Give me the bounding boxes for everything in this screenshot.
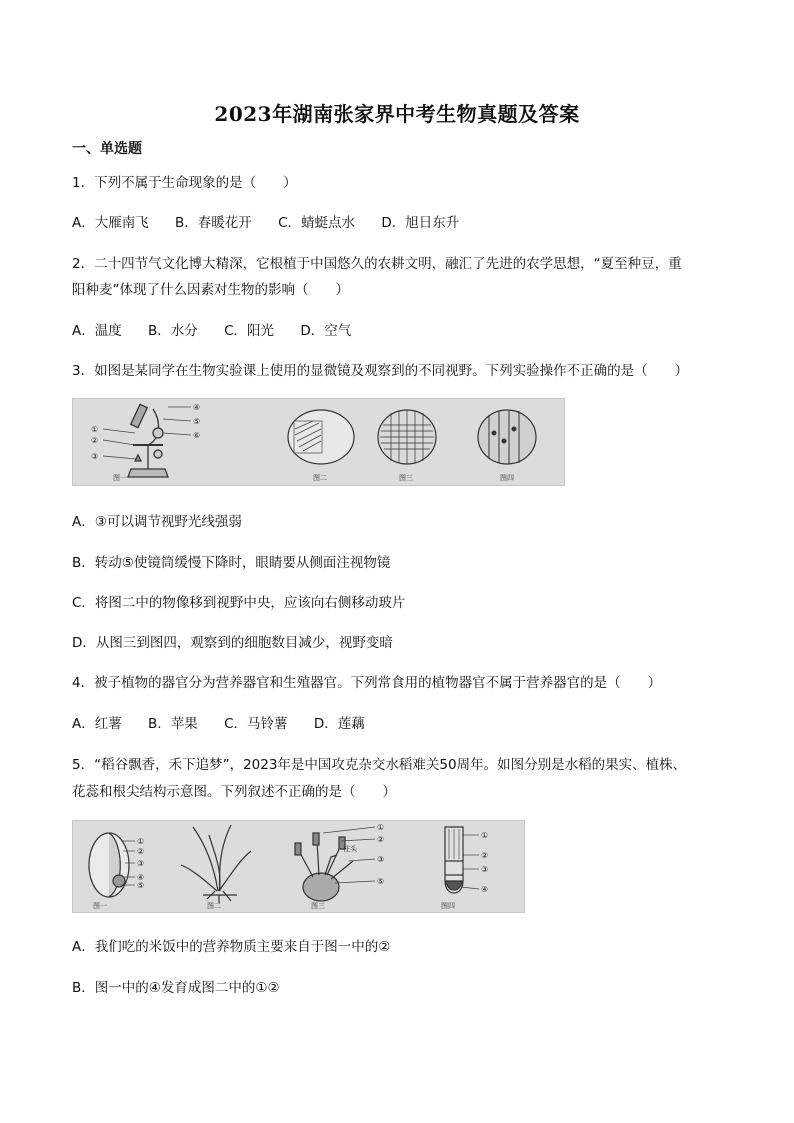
question-4-options — [72, 712, 387, 732]
q2-option-c[interactable]: C．阳光 — [224, 323, 275, 339]
q2-option-a[interactable]: A．温度 — [72, 323, 122, 339]
question-4-stem: 4．被子植物的器官分为营养器官和生殖器官。下列常食用的植物器官不属于营养器官的是（ ） — [72, 675, 662, 691]
root-tip-drawing — [445, 827, 463, 893]
q3-option-a[interactable]: A．③可以调节视野光线强弱 — [72, 514, 242, 530]
rice-figure-svg — [73, 821, 524, 912]
view-3-drawing — [378, 410, 436, 464]
q4-option-c[interactable]: C．马铃薯 — [224, 716, 288, 732]
mic-label-1: ① — [91, 425, 99, 434]
section-heading: 一、单选题 — [72, 141, 142, 157]
rice-plant-drawing — [181, 825, 251, 903]
flower-stigma-label: 柱头 — [343, 845, 357, 853]
q5-option-b[interactable]: B．图一中的④发育成图二中的①② — [72, 980, 280, 996]
rice-figure — [72, 820, 525, 913]
grain-label-5: ⑤ — [137, 881, 145, 890]
fig1-caption-1: 图一 — [113, 474, 127, 482]
fig2-caption-3: 图三 — [311, 902, 325, 910]
q1-option-b[interactable]: B．春暖花开 — [175, 215, 252, 231]
q4-option-a[interactable]: A．红薯 — [72, 716, 122, 732]
question-1-options — [72, 211, 481, 231]
q5-option-a[interactable]: A．我们吃的米饭中的营养物质主要来自于图一中的② — [72, 939, 391, 955]
grain-label-2: ② — [137, 847, 145, 856]
question-5-stem-line1: 5．“稻谷飘香，禾下追梦”，2023年是中国攻克杂交水稻难关50周年。如图分别是水稻的果实、植株、 — [72, 757, 687, 773]
fig2-caption-2: 图二 — [207, 902, 221, 910]
rice-flower-drawing — [295, 833, 353, 901]
question-2-stem-line1: 2．二十四节气文化博大精深，它根植于中国悠久的农耕文明，融汇了先进的农学思想，“夏至种豆，重 — [72, 256, 682, 272]
flower-label-3: ③ — [377, 855, 385, 864]
flower-label-1: ① — [377, 823, 385, 832]
fig1-caption-4: 图四 — [500, 474, 514, 482]
grain-label-3: ③ — [137, 859, 145, 868]
fig1-caption-3: 图三 — [399, 474, 413, 482]
fig2-caption-1: 图一 — [93, 902, 107, 910]
fig1-caption-2: 图二 — [313, 474, 327, 482]
view-2-drawing — [288, 410, 354, 464]
root-label-1: ① — [481, 831, 489, 840]
q1-option-d[interactable]: D．旭日东升 — [381, 215, 460, 231]
question-1-stem: 1．下列不属于生命现象的是（ ） — [72, 175, 297, 191]
view-4-drawing — [478, 410, 536, 464]
mic-label-5: ⑤ — [193, 417, 201, 426]
question-2-stem-line2: 阳种麦”体现了什么因素对生物的影响（ ） — [72, 282, 349, 298]
mic-label-3: ③ — [91, 452, 99, 461]
question-3-stem: 3．如图是某同学在生物实验课上使用的显微镜及观察到的不同视野。下列实验操作不正确的是（ ） — [72, 363, 689, 379]
grain-label-1: ① — [137, 837, 145, 846]
mic-label-6: ⑥ — [193, 431, 201, 440]
root-label-4: ④ — [481, 885, 489, 894]
mic-label-4: ④ — [193, 403, 201, 412]
q4-option-d[interactable]: D．莲藕 — [313, 716, 365, 732]
flower-label-4: ⑤ — [377, 877, 385, 886]
q2-option-d[interactable]: D．空气 — [300, 323, 352, 339]
question-5-stem-line2: 花蕊和根尖结构示意图。下列叙述不正确的是（ ） — [72, 784, 396, 800]
fig2-caption-4: 图四 — [441, 902, 455, 910]
q1-option-a[interactable]: A．大雁南飞 — [72, 215, 149, 231]
grain-label-4: ④ — [137, 873, 145, 882]
question-2-options — [72, 319, 373, 339]
q3-option-b[interactable]: B．转动⑤使镜筒缓慢下降时，眼睛要从侧面注视物镜 — [72, 555, 391, 571]
q4-option-b[interactable]: B．苹果 — [148, 716, 198, 732]
q3-option-d[interactable]: D．从图三到图四，观察到的细胞数目减少，视野变暗 — [72, 635, 393, 651]
root-label-2: ② — [481, 851, 489, 860]
mic-label-2: ② — [91, 436, 99, 445]
rice-grain-drawing — [89, 833, 129, 897]
flower-label-2: ② — [377, 835, 385, 844]
q1-option-c[interactable]: C．蜻蜓点水 — [278, 215, 356, 231]
microscope-drawing — [128, 404, 168, 477]
q2-option-b[interactable]: B．水分 — [148, 323, 198, 339]
page-title: 2023年湖南张家界中考生物真题及答案 — [214, 102, 580, 126]
q3-option-c[interactable]: C．将图二中的物像移到视野中央，应该向右侧移动玻片 — [72, 595, 406, 611]
root-label-3: ③ — [481, 865, 489, 874]
microscope-figure — [72, 398, 565, 486]
